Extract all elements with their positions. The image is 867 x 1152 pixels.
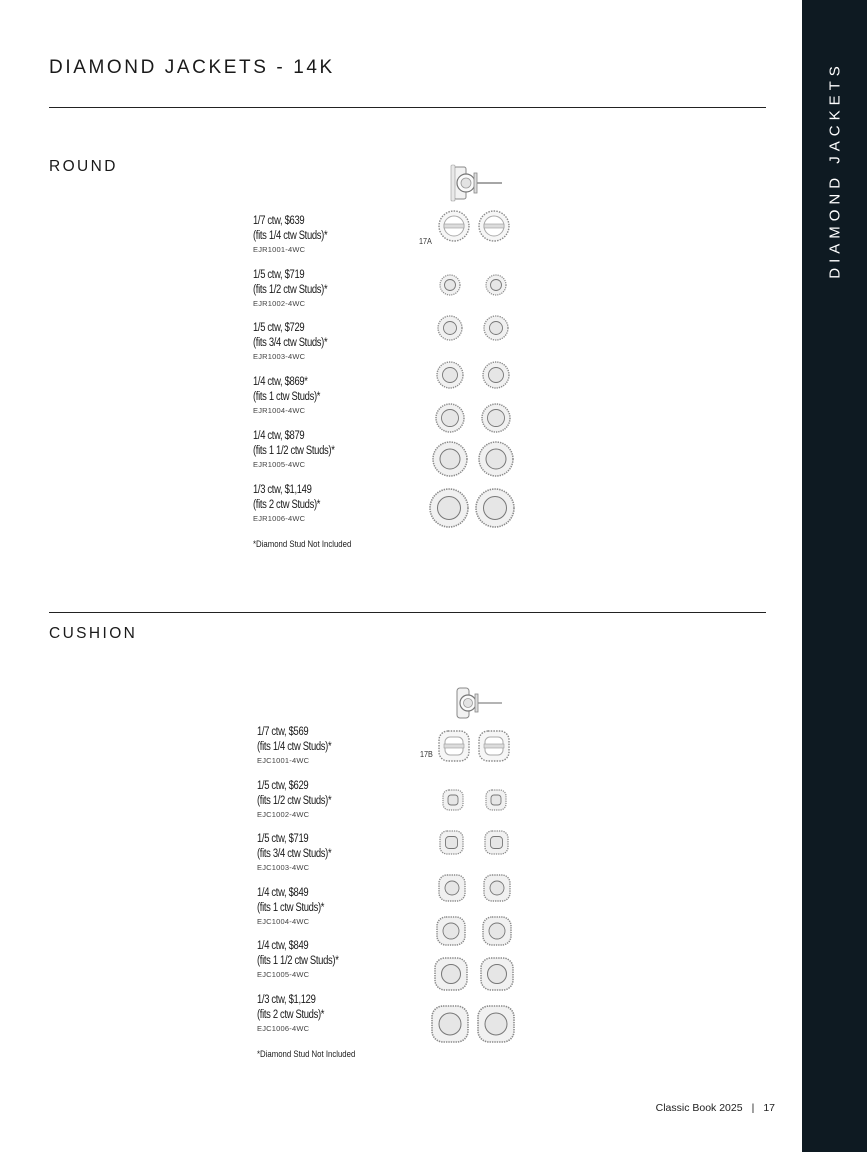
item-fits: (fits 1/2 ctw Studs)* xyxy=(257,794,332,807)
item-sku: EJR1005-4WC xyxy=(253,460,306,469)
cushion-jacket-open-right-image xyxy=(477,729,511,763)
item-sku: EJR1002-4WC xyxy=(253,299,306,308)
item-sku: EJR1004-4WC xyxy=(253,406,306,415)
cushion-jacket-left-image xyxy=(442,789,464,811)
cushion-item-2 xyxy=(257,779,417,820)
round-jacket-open-left-image xyxy=(438,208,470,244)
round-image-label: 17A xyxy=(419,236,432,246)
cushion-item-4 xyxy=(257,886,417,927)
round-jacket-open-right-image xyxy=(478,208,510,244)
title-divider xyxy=(49,107,766,108)
round-item-6 xyxy=(253,483,413,524)
item-sku: EJC1006-4WC xyxy=(257,1024,310,1033)
round-jacket-right-image xyxy=(483,315,509,341)
cushion-jacket-left-image xyxy=(434,957,468,991)
item-sku: EJC1003-4WC xyxy=(257,863,310,872)
item-sku: EJC1002-4WC xyxy=(257,810,310,819)
item-sku: EJC1001-4WC xyxy=(257,756,310,765)
item-price: 1/5 ctw, $719 xyxy=(257,833,309,845)
cushion-jacket-right-image xyxy=(484,830,509,855)
item-fits: (fits 3/4 ctw Studs)* xyxy=(257,847,332,860)
round-jacket-right-image xyxy=(475,488,515,528)
item-sku: EJC1004-4WC xyxy=(257,917,310,926)
item-fits: (fits 1/4 ctw Studs)* xyxy=(253,229,328,242)
round-jacket-right-image xyxy=(482,361,510,389)
section-divider xyxy=(49,612,766,613)
cushion-jacket-side-view-image xyxy=(451,685,503,721)
item-price: 1/5 ctw, $729 xyxy=(253,322,305,334)
item-fits: (fits 1/4 ctw Studs)* xyxy=(257,740,332,753)
cushion-item-6 xyxy=(257,993,417,1034)
item-sku: EJR1003-4WC xyxy=(253,352,306,361)
page-footer xyxy=(656,1102,775,1114)
round-item-5 xyxy=(253,429,413,470)
sidebar-label: DIAMOND JACKETS xyxy=(826,61,843,279)
cushion-jacket-right-image xyxy=(482,916,512,946)
item-sku: EJR1006-4WC xyxy=(253,514,306,523)
cushion-footnote: *Diamond Stud Not Included xyxy=(257,1049,356,1060)
round-jacket-left-image xyxy=(436,361,464,389)
round-item-3 xyxy=(253,321,413,362)
item-fits: (fits 2 ctw Studs)* xyxy=(257,1008,325,1021)
item-price: 1/3 ctw, $1,129 xyxy=(257,994,316,1006)
round-jacket-side-view-image xyxy=(446,162,504,204)
round-jacket-right-image xyxy=(481,403,511,433)
sidebar-label-wrap xyxy=(802,0,867,1152)
item-price: 1/5 ctw, $719 xyxy=(253,269,305,281)
round-jacket-left-image xyxy=(432,441,468,477)
cushion-jacket-open-left-image xyxy=(437,729,471,763)
round-jacket-left-image xyxy=(435,403,465,433)
round-item-1 xyxy=(253,214,413,255)
item-fits: (fits 3/4 ctw Studs)* xyxy=(253,336,328,349)
round-jacket-left-image xyxy=(439,274,461,296)
cushion-jacket-left-image xyxy=(431,1005,469,1043)
item-price: 1/5 ctw, $629 xyxy=(257,780,309,792)
item-price: 1/7 ctw, $569 xyxy=(257,726,309,738)
item-fits: (fits 1 ctw Studs)* xyxy=(253,390,321,403)
cushion-jacket-right-image xyxy=(483,874,511,902)
round-jacket-left-image xyxy=(429,488,469,528)
cushion-jacket-right-image xyxy=(477,1005,515,1043)
section-title-cushion: CUSHION xyxy=(49,625,138,642)
cushion-item-5 xyxy=(257,939,417,980)
item-fits: (fits 1 1/2 ctw Studs)* xyxy=(257,954,339,967)
item-price: 1/4 ctw, $849 xyxy=(257,887,309,899)
cushion-jacket-right-image xyxy=(480,957,514,991)
item-price: 1/4 ctw, $879 xyxy=(253,430,305,442)
item-sku: EJR1001-4WC xyxy=(253,245,306,254)
page-number: 17 xyxy=(763,1102,775,1114)
round-item-2 xyxy=(253,268,413,309)
item-price: 1/3 ctw, $1,149 xyxy=(253,484,312,496)
item-fits: (fits 1/2 ctw Studs)* xyxy=(253,283,328,296)
footer-book-title: Classic Book 2025 xyxy=(655,1102,743,1114)
section-title-round: ROUND xyxy=(49,158,118,175)
cushion-jacket-left-image xyxy=(439,830,464,855)
round-jacket-right-image xyxy=(478,441,514,477)
item-fits: (fits 1 1/2 ctw Studs)* xyxy=(253,444,335,457)
cushion-jacket-left-image xyxy=(438,874,466,902)
page-title: DIAMOND JACKETS - 14K xyxy=(49,57,335,78)
cushion-image-label: 17B xyxy=(420,749,433,759)
item-price: 1/4 ctw, $869* xyxy=(253,376,308,388)
cushion-jacket-right-image xyxy=(485,789,507,811)
round-jacket-left-image xyxy=(437,315,463,341)
item-price: 1/4 ctw, $849 xyxy=(257,940,309,952)
item-price: 1/7 ctw, $639 xyxy=(253,215,305,227)
round-footnote: *Diamond Stud Not Included xyxy=(253,539,352,550)
item-fits: (fits 2 ctw Studs)* xyxy=(253,498,321,511)
cushion-item-3 xyxy=(257,832,417,873)
round-item-4 xyxy=(253,375,413,416)
footer-separator: | xyxy=(751,1102,755,1114)
item-sku: EJC1005-4WC xyxy=(257,970,310,979)
cushion-item-1 xyxy=(257,725,417,766)
cushion-jacket-left-image xyxy=(436,916,466,946)
item-fits: (fits 1 ctw Studs)* xyxy=(257,901,325,914)
round-jacket-right-image xyxy=(485,274,507,296)
